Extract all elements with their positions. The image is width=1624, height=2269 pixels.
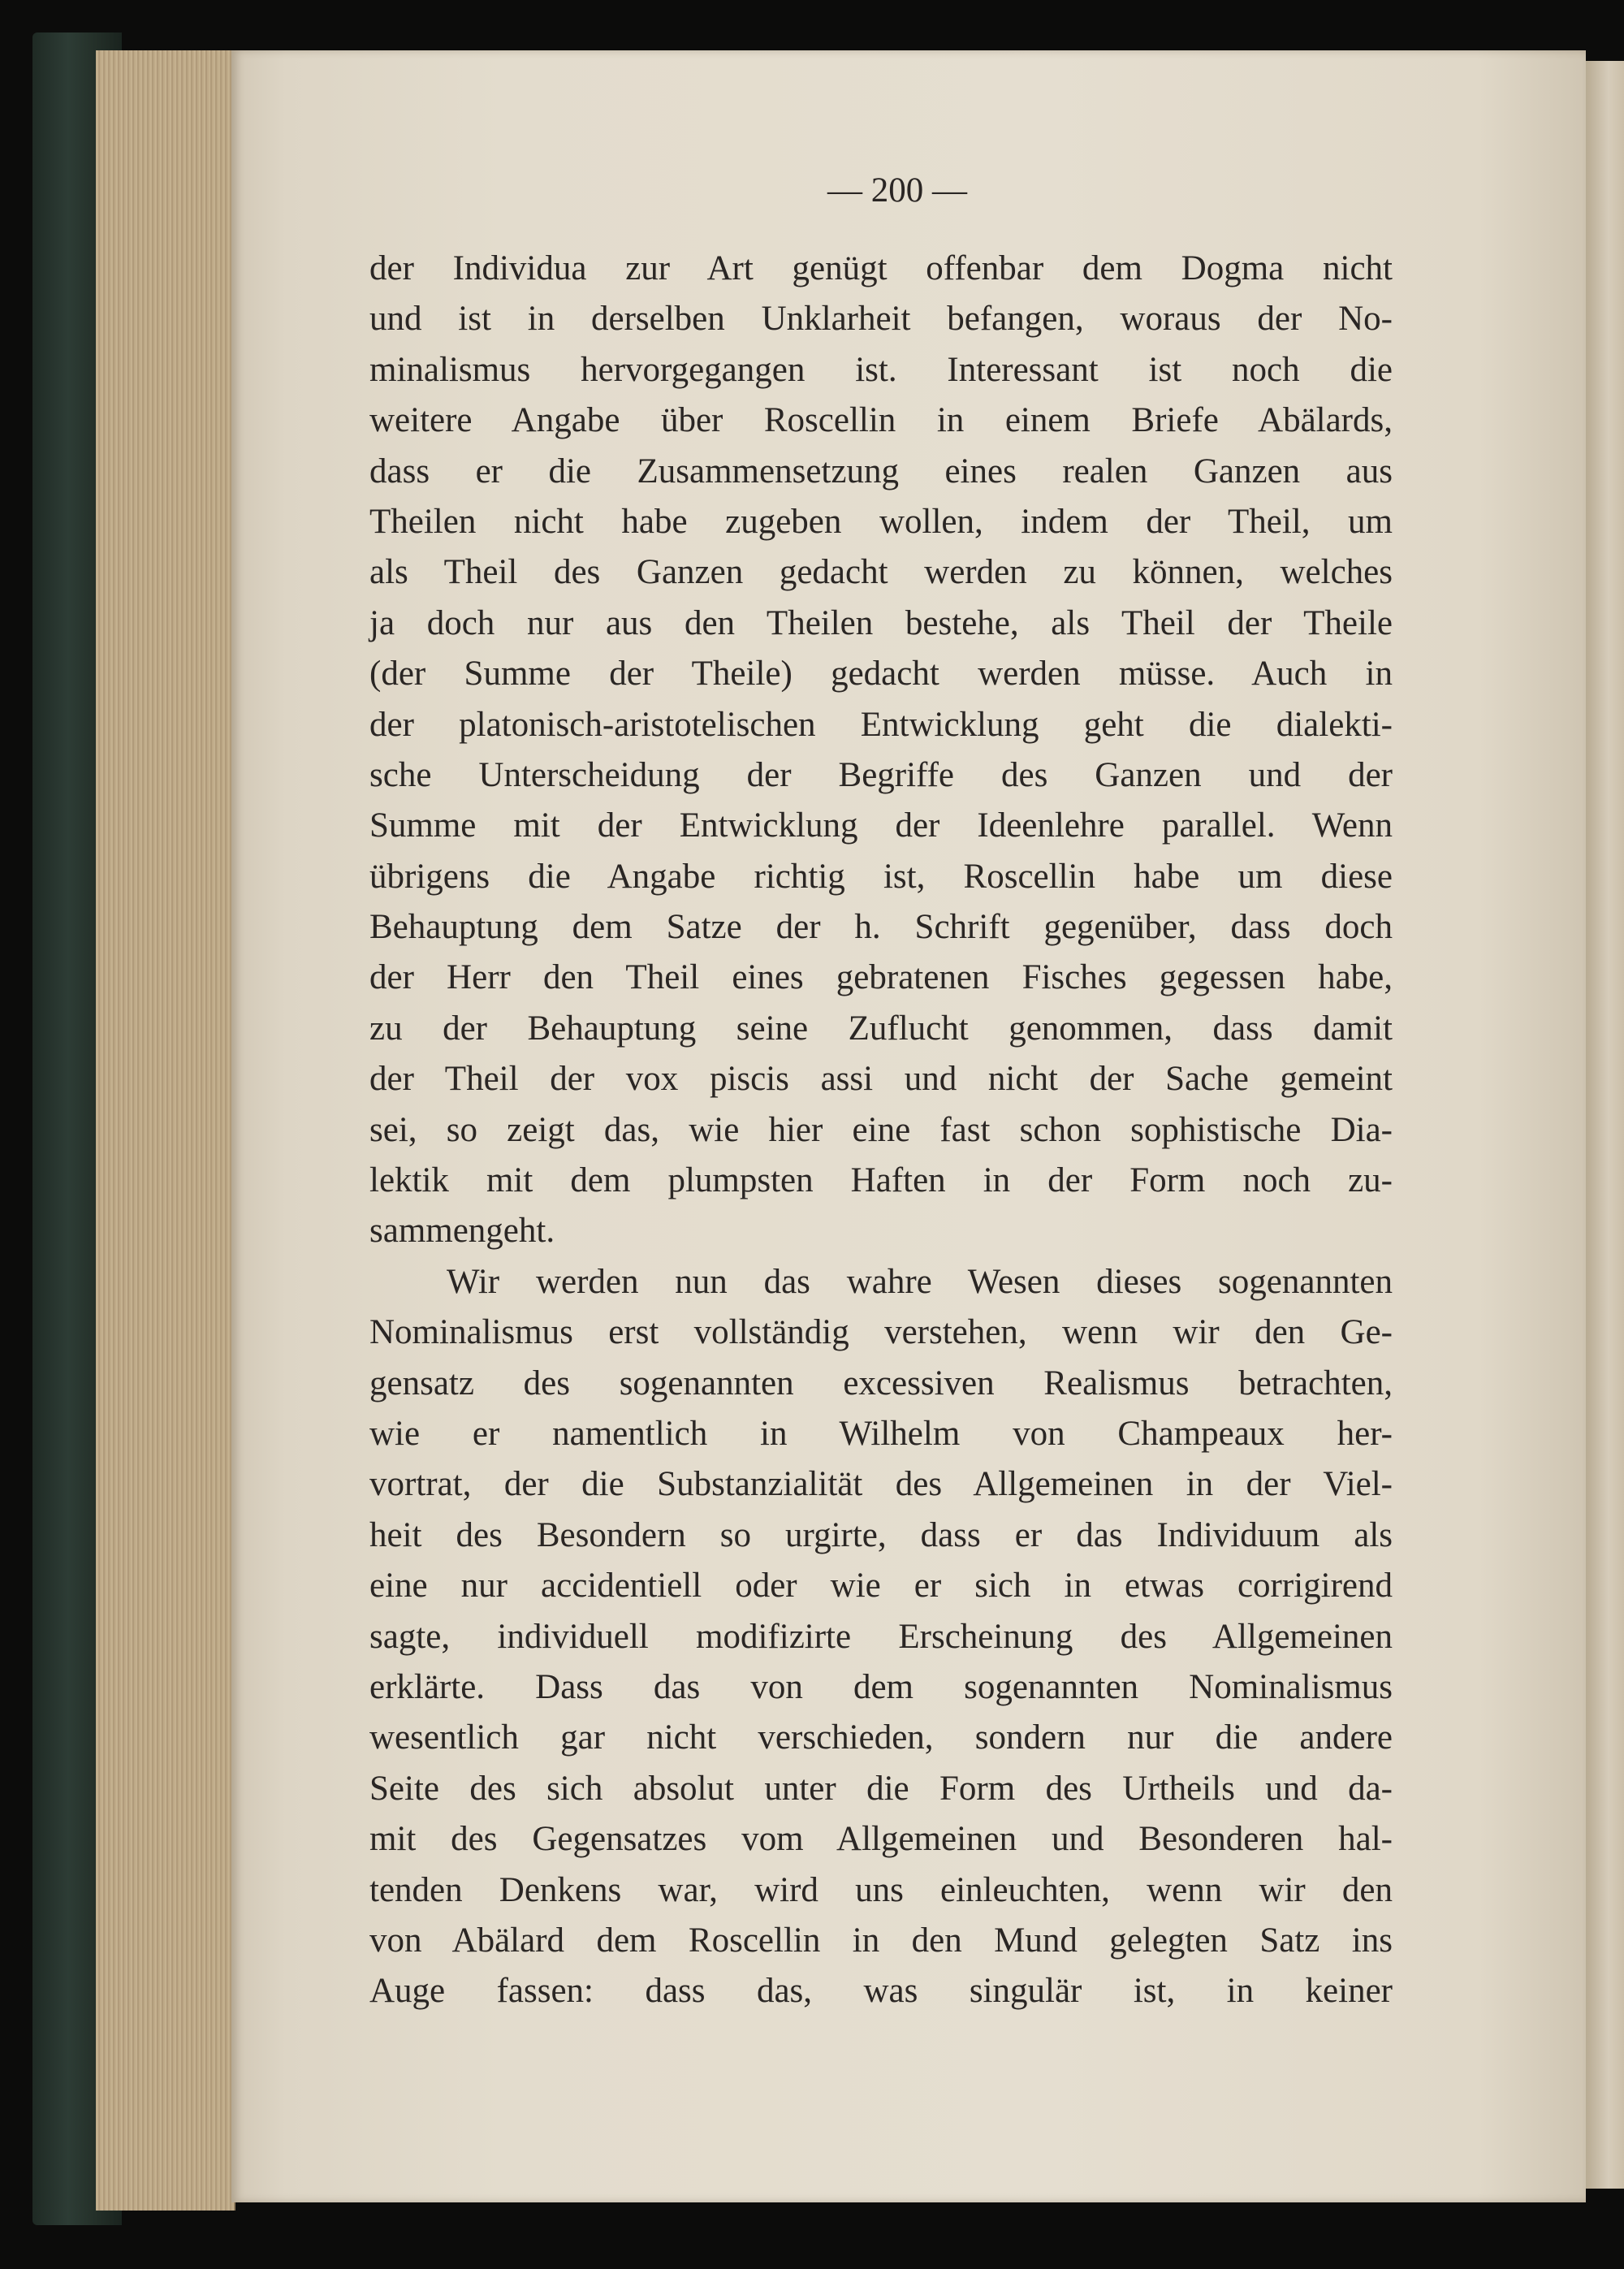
text-line: der Herr den Theil eines gebratenen Fisches gegessen habe, xyxy=(369,958,1393,997)
text-line: Theilen nicht habe zugeben wollen, indem der Theil, um xyxy=(369,502,1393,541)
text-line: Summe mit der Entwicklung der Ideenlehre parallel. Wenn xyxy=(369,806,1393,845)
page-edges xyxy=(96,50,235,2211)
text-line: ja doch nur aus den Theilen bestehe, als Theil der Theile xyxy=(369,603,1393,642)
text-line: übrigens die Angabe richtig ist, Roscellin habe um diese xyxy=(369,857,1393,896)
page-number: — 200 — xyxy=(827,171,967,210)
text-line: sagte, individuell modifizirte Erscheinung des Allgemeinen xyxy=(369,1617,1393,1656)
text-line: Auge fassen: dass das, was singulär ist, in keiner xyxy=(369,1972,1393,2011)
text-line: weitere Angabe über Roscellin in einem Briefe Abälards, xyxy=(369,401,1393,440)
text-line: wie er namentlich in Wilhelm von Champeaux her- xyxy=(369,1414,1393,1453)
text-line: mit des Gegensatzes vom Allgemeinen und Besonderen hal- xyxy=(369,1820,1393,1859)
text-line: gensatz des sogenannten excessiven Realismus betrachten, xyxy=(369,1364,1393,1402)
text-line: erklärte. Dass das von dem sogenannten Nominalismus xyxy=(369,1667,1393,1706)
text-line: der Individua zur Art genügt offenbar dem Dogma nicht xyxy=(369,249,1393,287)
paragraph-2 xyxy=(369,1257,1393,2017)
text-line: (der Summe der Theile) gedacht werden müsse. Auch in xyxy=(369,655,1393,694)
text-line: vortrat, der die Substanzialität des Allgemeinen in der Viel- xyxy=(369,1465,1393,1504)
text-line: dass er die Zusammensetzung eines realen Ganzen aus xyxy=(369,452,1393,491)
text-line: Behauptung dem Satze der h. Schrift gegenüber, dass doch xyxy=(369,908,1393,947)
paragraph-1 xyxy=(369,244,1393,1257)
text-line: wesentlich gar nicht verschieden, sondern nur die andere xyxy=(369,1718,1393,1757)
text-line: heit des Besondern so urgirte, dass er das Individuum als xyxy=(369,1515,1393,1554)
text-line: Wir werden nun das wahre Wesen dieses sogenannten xyxy=(447,1262,1393,1301)
text-line: tenden Denkens war, wird uns einleuchten, wenn wir den xyxy=(369,1870,1393,1909)
text-line: von Abälard dem Roscellin in den Mund gelegten Satz ins xyxy=(369,1921,1393,1960)
text-line: zu der Behauptung seine Zuflucht genommen, dass damit xyxy=(369,1009,1393,1048)
text-line: lektik mit dem plumpsten Haften in der Form noch zu- xyxy=(369,1161,1393,1200)
text-line: Nominalismus erst vollständig verstehen, wenn wir den Ge- xyxy=(369,1313,1393,1352)
text-line: und ist in derselben Unklarheit befangen, woraus der No- xyxy=(369,300,1393,339)
text-line: eine nur accidentiell oder wie er sich in etwas corrigirend xyxy=(369,1567,1393,1606)
text-line: minalismus hervorgegangen ist. Interessant ist noch die xyxy=(369,350,1393,389)
page-body-text xyxy=(369,244,1393,2017)
text-line: als Theil des Ganzen gedacht werden zu können, welches xyxy=(369,553,1393,592)
text-line: sei, so zeigt das, wie hier eine fast schon sophistische Dia- xyxy=(369,1110,1393,1149)
facing-page-edge xyxy=(1586,61,1624,2189)
text-line: sammengeht. xyxy=(369,1212,555,1251)
text-line: der platonisch-aristotelischen Entwicklung geht die dialekti- xyxy=(369,705,1393,744)
text-line: Seite des sich absolut unter die Form des Urtheils und da- xyxy=(369,1769,1393,1808)
text-line: sche Unterscheidung der Begriffe des Ganzen und der xyxy=(369,755,1393,794)
text-line: der Theil der vox piscis assi und nicht der Sache gemeint xyxy=(369,1060,1393,1099)
